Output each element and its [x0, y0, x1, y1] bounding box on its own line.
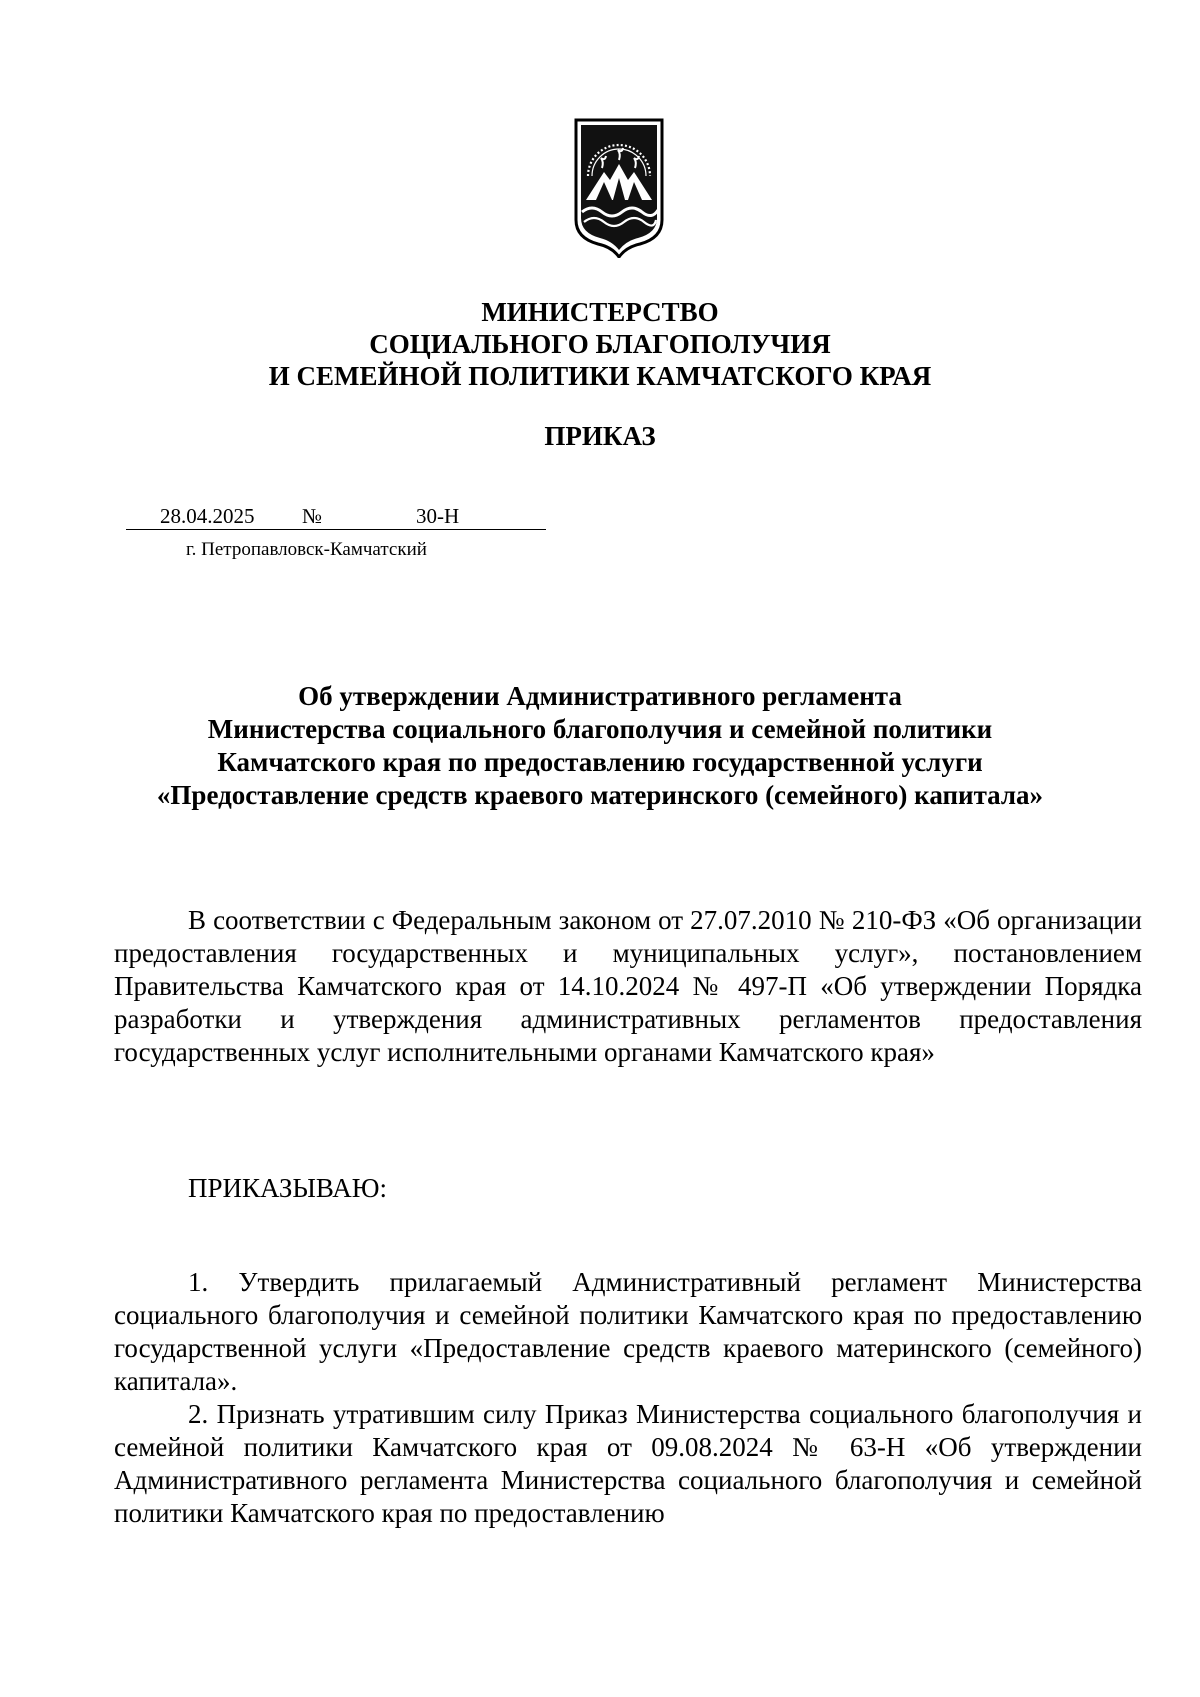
subject-line-4: «Предоставление средств краевого материнского (семейного) капитала» [156, 780, 1044, 810]
order-item-2: 2. Признать утратившим силу Приказ Министерства социального благополучия и семейной политики Камчатского края от 09.08.2024 № 63-Н «Об утверждении Административного регламента Министерства социального благополучия и семейной политики Камчатского края по предоставлению [114, 1399, 1142, 1528]
order-city: г. Петропавловск-Камчатский [186, 539, 427, 560]
ministry-line-2: СОЦИАЛЬНОГО БЛАГОПОЛУЧИЯ [369, 329, 831, 359]
ministry-name [0, 296, 1200, 392]
ministry-line-3: И СЕМЕЙНОЙ ПОЛИТИКИ КАМЧАТСКОГО КРАЯ [268, 361, 932, 391]
order-date: 28.04.2025 [160, 504, 255, 528]
subject-line-3: Камчатского края по предоставлению государственной услуги [217, 747, 983, 777]
order-date-number-line [126, 502, 546, 532]
order-number: 30-Н [416, 504, 460, 528]
order-number-label: № [302, 504, 323, 528]
order-item-1: 1. Утвердить прилагаемый Административный регламент Министерства социального благополучия и семейной политики Камчатского края по предоставлению государственной услуги «Предоставление средств краевого материнского (семейного) капитала». [114, 1267, 1142, 1396]
date-number-underline [126, 529, 546, 530]
ministry-line-1: МИНИСТЕРСТВО [481, 297, 719, 327]
kamchatka-coat-of-arms-icon [572, 116, 666, 258]
subject-line-1: Об утверждении Административного регламента [298, 681, 902, 711]
order-title: ПРИКАЗ [544, 421, 656, 451]
orders-heading: ПРИКАЗЫВАЮ: [188, 1173, 387, 1203]
subject-line-2: Министерства социального благополучия и семейной политики [207, 714, 993, 744]
legal-basis-paragraph: В соответствии с Федеральным законом от 27.07.2010 № 210-ФЗ «Об организации предоставления государственных и муниципальных услуг», постановлением Правительства Камчатского края от 14.10.2024 № 497-П «Об утверждении Порядка разработки и утверждения административных регламентов предоставления государственных услуг исполнительными органами Камчатского края» [114, 905, 1142, 1067]
order-subject [0, 680, 1200, 812]
